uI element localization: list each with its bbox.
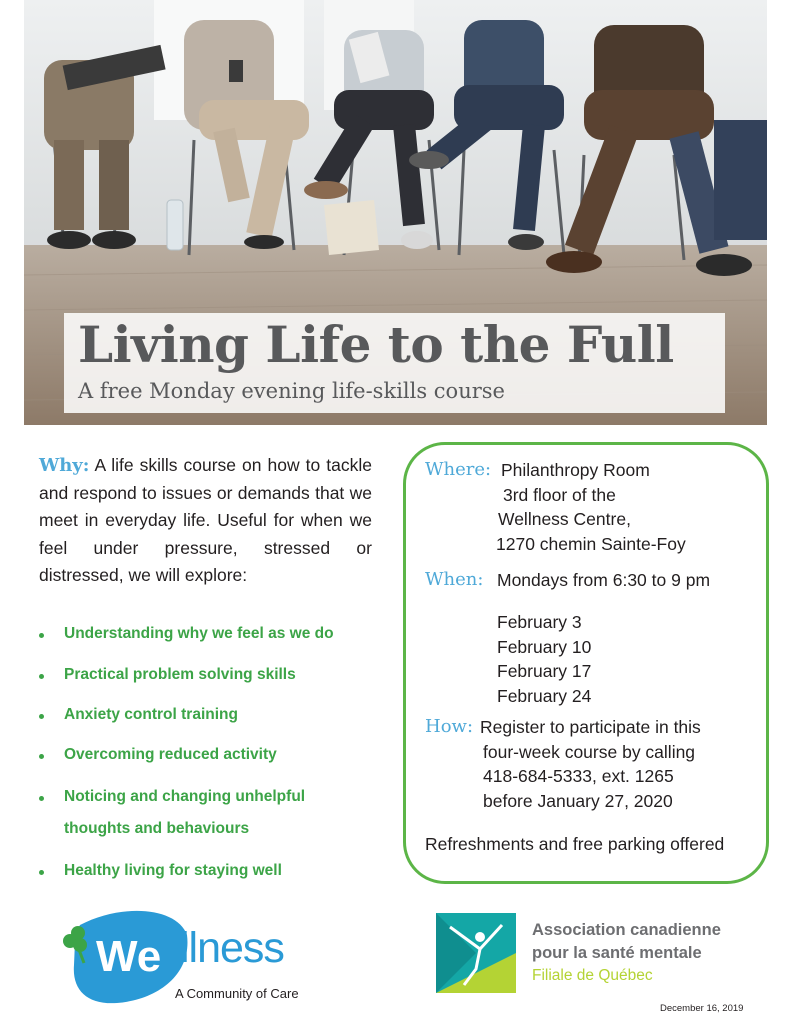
wellness-name: llness — [180, 924, 284, 972]
document-date: December 16, 2019 — [660, 1003, 744, 1014]
list-item — [39, 857, 389, 885]
hero-photo — [24, 0, 767, 425]
list-item — [39, 741, 389, 769]
where-line: 3rd floor of the — [503, 484, 616, 505]
why-section — [39, 452, 372, 590]
topic-text: Overcoming reduced activity — [64, 746, 277, 763]
acsm-name-line2: pour la santé mentale — [532, 944, 702, 962]
bullet-icon — [39, 674, 44, 679]
how-line: before January 27, 2020 — [483, 790, 673, 811]
where-value — [496, 458, 686, 556]
list-item-continued — [39, 815, 389, 843]
why-label: Why: — [39, 455, 90, 476]
svg-text:We: We — [96, 932, 162, 981]
date-item: February 17 — [497, 661, 592, 681]
when-value: Mondays from 6:30 to 9 pm — [497, 570, 711, 590]
acsm-name-line1: Association canadienne — [532, 921, 721, 939]
bullet-icon — [39, 796, 44, 801]
where-line: 1270 chemin Sainte-Foy — [496, 533, 686, 554]
bullet-icon — [39, 714, 44, 719]
topic-text: thoughts and behaviours — [64, 820, 250, 837]
bullet-icon — [39, 633, 44, 638]
how-line: Register to participate in this — [480, 717, 701, 737]
list-item — [39, 661, 389, 689]
bullet-icon — [39, 754, 44, 759]
how-label: How: — [425, 716, 474, 737]
acsm-logo — [436, 913, 516, 993]
amenities-note: Refreshments and free parking offered — [425, 834, 725, 854]
acsm-figure-icon — [436, 913, 516, 993]
topic-text: Understanding why we feel as we do — [64, 625, 334, 642]
bullet-icon — [39, 870, 44, 875]
topic-text: Anxiety control training — [64, 706, 238, 723]
page-title: Living Life to the Full — [78, 315, 674, 374]
where-label: Where: — [425, 459, 492, 480]
why-text: A life skills course on how to tackle and respond to issues or demands that we meet in everyday life. Useful for when we feel under pressure, stressed or distressed, we will explore: — [39, 455, 372, 585]
page-subtitle: A free Monday evening life-skills course — [78, 379, 505, 403]
when-label: When: — [425, 569, 484, 590]
acsm-branch: Filiale de Québec — [532, 967, 653, 984]
topic-text: Healthy living for staying well — [64, 862, 282, 879]
date-item: February 3 — [497, 612, 582, 632]
topic-text: Practical problem solving skills — [64, 666, 296, 683]
how-line: four-week course by calling — [483, 741, 696, 762]
list-item — [39, 701, 389, 729]
where-line: Philanthropy Room — [501, 460, 650, 480]
list-item — [39, 620, 389, 648]
how-line: 418-684-5333, ext. 1265 — [483, 766, 674, 786]
dates-list — [497, 610, 591, 708]
where-line: Wellness Centre, — [498, 509, 631, 529]
wellness-tagline: A Community of Care — [175, 986, 299, 1001]
date-item: February 10 — [497, 636, 592, 657]
how-value — [480, 715, 701, 813]
date-item: February 24 — [497, 685, 592, 706]
topic-text: Noticing and changing unhelpful — [64, 788, 306, 805]
list-item — [39, 783, 389, 811]
title-band — [64, 313, 725, 413]
course-details-box — [403, 442, 769, 884]
